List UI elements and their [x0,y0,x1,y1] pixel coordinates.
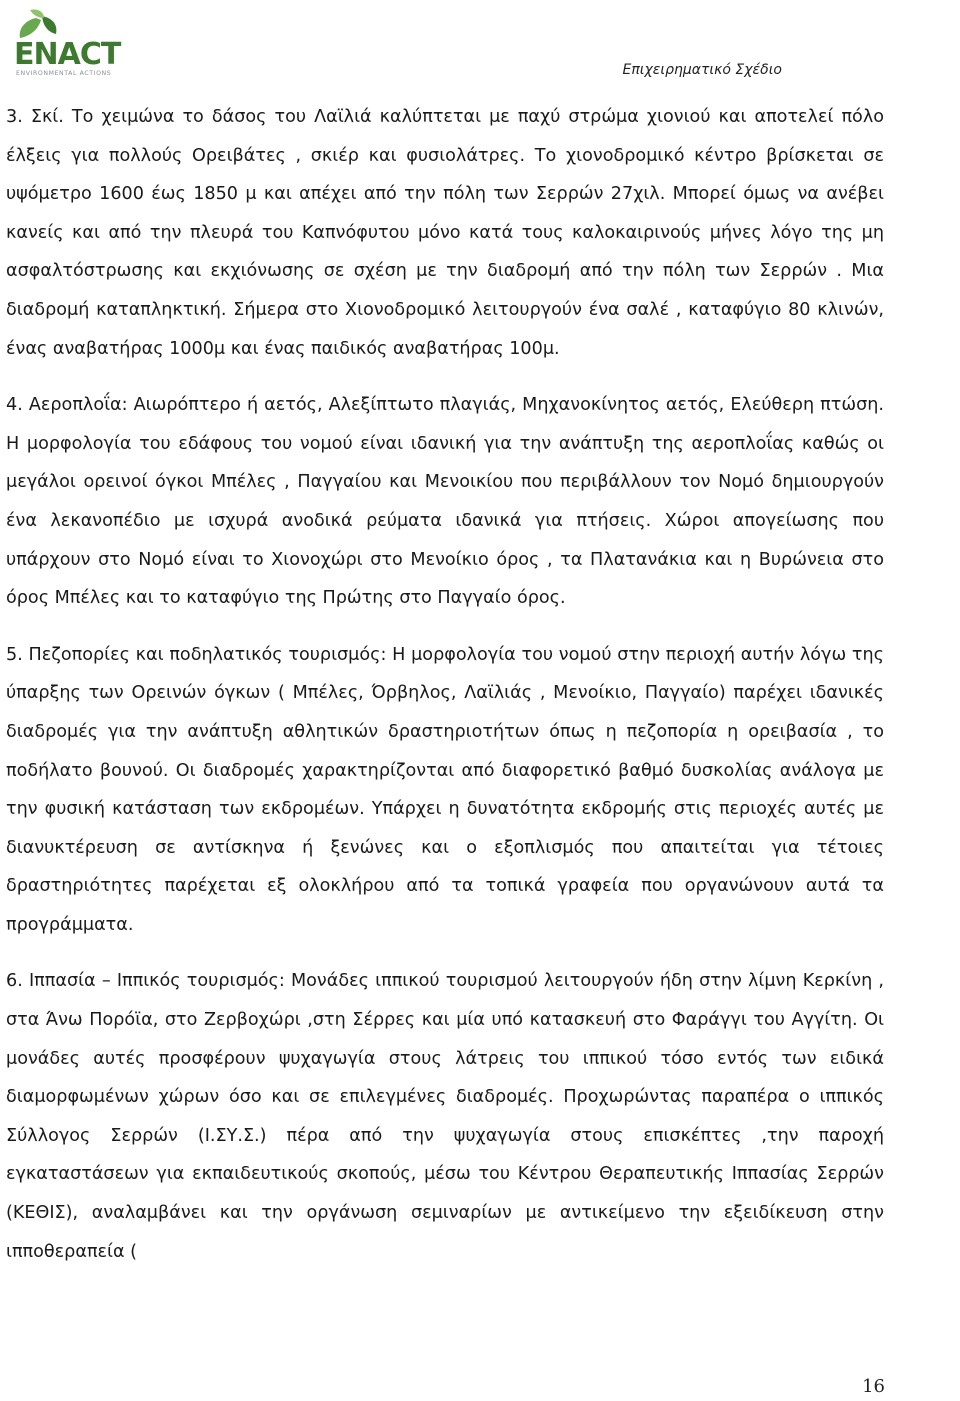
logo-wordmark: ENACT [14,37,121,72]
enact-logo [8,6,138,78]
page-number: 16 [862,1376,885,1397]
document-body [6,98,884,1289]
logo-subtext: ENVIRONMENTAL ACTIONS [16,70,112,77]
paragraph-hiking: 5. Πεζοπορίες και ποδηλατικός τουρισμός: Η μορφολογία του νομού στην περιοχή αυτήν λόγω της ύπαρξης των Ορεινών όγκων ( Μπέλες, Όρβηλος, Λαϊλιάς , Μενοίκιο, Παγγαίο) παρέχει ιδανικές διαδρομές για την ανάπτυξη αθλητικών δραστηριοτήτων όπως η πεζοπορία η ορειβασία , το ποδήλατο βουνού. Οι διαδρομές χαρακτηρίζονται από διαφορετικό βαθμό δυσκολίας ανάλογα με την φυσική κατάσταση των εκδρομέων. Υπάρχει η δυνατότητα εκδρομής στις περιοχές αυτές με διανυκτέρευση σε αντίσκηνα ή ξενώνες και ο εξοπλισμός που απαιτείται για τέτοιες δραστηριότητες παρέχεται εξ ολοκλήρου από τα τοπικά γραφεία που οργανώνουν αυτά τα προγράμματα. [6,644,884,935]
paragraph-ski: 3. Σκί. Το χειμώνα το δάσος του Λαϊλιά καλύπτεται με παχύ στρώμα χιονιού και αποτελεί πόλο έλξεις για πολλούς Ορειβάτες , σκιέρ και φυσιολάτρες. Το χιονοδρομικό κέντρο βρίσκεται σε υψόμετρο 1600 έως 1850 μ και απέχει από την πόλη των Σερρών 27χιλ. Μπορεί όμως να ανέβει κανείς και από την πλευρά του Καπνόφυτου μόνο κατά τους καλοκαιρινούς μήνες λόγο της μη ασφαλτόστρωσης και εκχιόνωσης σε σχέση με την διαδρομή από την πόλη των Σερρών . Μια διαδρομή καταπληκτική. Σήμερα στο Χιονοδρομικό λειτουργούν ένα σαλέ , καταφύγιο 80 κλινών, ένας αναβατήρας 1000μ και ένας παιδικός αναβατήρας 100μ. [6,107,884,359]
document-title: Επιχειρηματικό Σχέδιο [622,62,782,78]
paragraph-equestrian: 6. Ιππασία – Ιππικός τουρισμός: Μονάδες ιππικού τουρισμού λειτουργούν ήδη στην λίμνη Κερκίνη , στα Άνω Πορόϊα, στο Ζερβοχώρι ,στη Σέρρες και μία υπό κατασκευή στο Φαράγγι του Αγγίτη. Οι μονάδες αυτές προσφέρουν ψυχαγωγία στους λάτρεις του ιππικού τόσο εντός των ειδικά διαμορφωμένων χώρων όσο και σε επιλεγμένες διαδρομές. Προχωρώντας παραπέρα ο ιππικός Σύλλογος Σερρών (Ι.ΣΥ.Σ.) πέρα από την ψυχαγωγία στους επισκέπτες ,την παροχή εγκαταστάσεων για εκπαιδευτικούς σκοπούς, μέσω του Κέντρου Θεραπευτικής Ιππασίας Σερρών (ΚΕΘΙΣ), αναλαμβάνει και την οργάνωση σεμιναρίων με αντικείμενο την εξειδίκευση στην ιπποθεραπεία ( [6,971,884,1262]
page-header [0,0,960,96]
paragraph-aviation: 4. Αεροπλοΐα: Αιωρόπτερο ή αετός, Αλεξίπτωτο πλαγιάς, Μηχανοκίνητος αετός, Ελεύθερη πτώση. Η μορφολογία του εδάφους του νομού είναι ιδανική για την ανάπτυξη της αεροπλοΐας καθώς οι μεγάλοι ορεινοί όγκοι Μπέλες , Παγγαίου και Μενοικίου που περιβάλλουν τον Νομό δημιουργούν ένα λεκανοπέδιο με ισχυρά ανοδικά ρεύματα ιδανικά για πτήσεις. Χώροι απογείωσης που υπάρχουν στο Νομό είναι το Χιονοχώρι στο Μενοίκιο όρος , τα Πλατανάκια και η Βυρώνεια στο όρος Μπέλες και το καταφύγιο της Πρώτης στο Παγγαίο όρος. [6,395,884,609]
